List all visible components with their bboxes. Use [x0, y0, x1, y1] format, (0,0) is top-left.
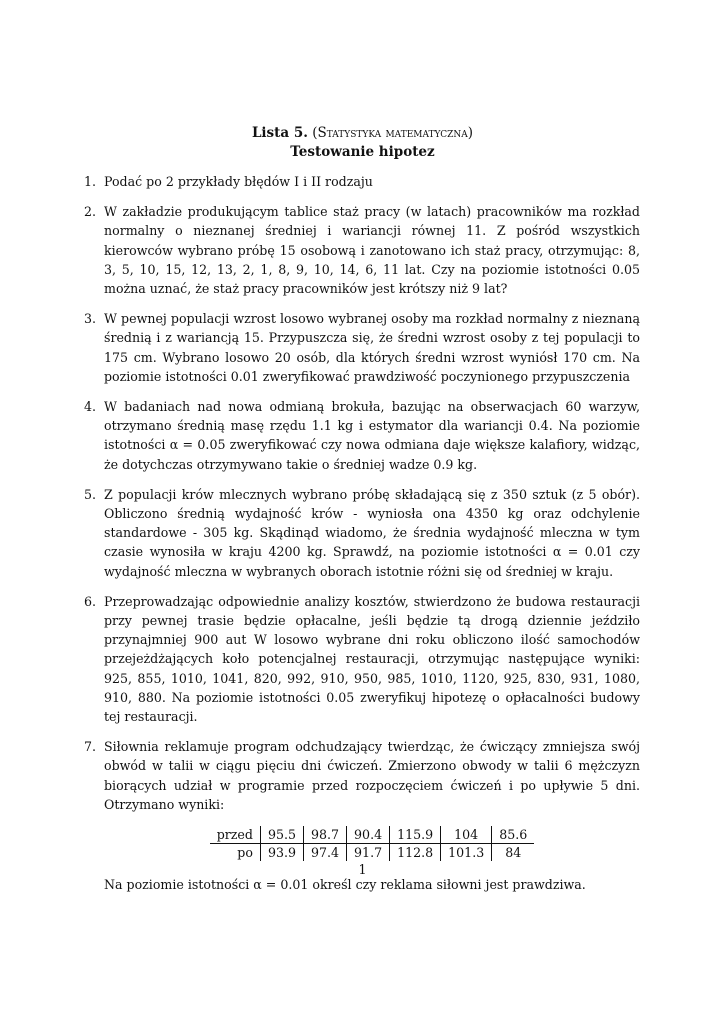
problem-number: 1.: [84, 174, 97, 189]
table-row: [210, 844, 535, 862]
problem-item: [84, 172, 640, 191]
table-cell: 95.5: [260, 826, 303, 844]
table-cell: 112.8: [390, 844, 441, 862]
problem-text: Siłownia reklamuje program odchudzający twierdząc, że ćwiczący zmniejsza swój obwód w talii w ciągu pięciu dni ćwiczeń. Zmierzono obwody w talii 6 mężczyzn biorących udział w programie przed rozpoczęciem ćwiczeń i po upływie 5 dni. Otrzymano wyniki:: [104, 739, 640, 812]
table-cell: 104: [441, 826, 492, 844]
topic-title: Testowanie hipotez: [290, 144, 435, 160]
table-cell: 91.7: [347, 844, 390, 862]
table-cell: 98.7: [304, 826, 347, 844]
table-cell: 101.3: [441, 844, 492, 862]
problem-item: [84, 202, 640, 298]
problem-number: 7.: [84, 739, 97, 755]
table-cell: 84: [505, 845, 522, 861]
problem-item: [84, 592, 640, 726]
document-header: [0, 124, 725, 162]
problem-number: 6.: [84, 593, 97, 609]
measurements-table: [210, 826, 535, 861]
table-row: [210, 826, 535, 844]
problem-item: [84, 397, 640, 474]
table-cell: 115.9: [390, 826, 441, 844]
problem-conclusion: Na poziomie istotności α = 0.01 określ czy reklama siłowni jest prawdziwa.: [104, 877, 586, 893]
problem-text: Z populacji krów mlecznych wybrano próbę składającą się z 350 sztuk (z 5 obór). Obliczono średnią wydajność krów - wyniosła ona 4350 kg oraz odchylenie standardowe - 305 kg. Skądinąd wiadomo, że średnia wydajność mleczna w tym czasie wynosiła w kraju 4200 kg. Sprawdź, na poziomie istotności α = 0.01 czy wydajność mleczna w wybranych oborach istotnie różni się od średniej w kraju.: [104, 486, 640, 579]
problem-text: W badaniach nad nowa odmianą brokuła, bazując na obserwacjach 60 warzyw, otrzymano średnią masę rzędu 1.1 kg i estymator dla wariancji 0.4. Na poziomie istotności α = 0.05 zweryfikować czy nowa odmiana daje większe kalafiory, widząc, że dotychczas otrzymywano takie o średniej wadze 0.9 kg.: [104, 399, 640, 472]
problem-number: 4.: [84, 399, 97, 415]
problem-number: 2.: [84, 204, 97, 220]
problem-list: [84, 172, 640, 905]
problem-text: W pewnej populacji wzrost losowo wybranej osoby ma rozkład normalny z nieznaną średnią i z wariancją 15. Przypuszcza się, że średni wzrost osoby z tej populacji to 175 cm. Wybrano losowo 20 osób, dla których średni wzrost wyniósł 170 cm. Na poziomie istotności 0.01 zweryfikować prawdziwość poczynionego przypuszczenia: [104, 311, 640, 384]
problem-text: Przeprowadzając odpowiednie analizy kosztów, stwierdzono że budowa restauracji przy pewnej trasie będzie opłacalne, jeśli będzie tą drogą dziennie jeździło przynajmniej 900 aut W losowo wybrane dni roku obliczono ilość samochodów przejeżdżających koło potencjalnej restauracji, otrzymując następujące wyniki: 925, 855, 1010, 1041, 820, 992, 910, 950, 985, 1010, 1120, 925, 830, 931, 1080, 910, 880. Na poziomie istotności 0.05 zweryfikuj hipotezę o opłacalności budowy tej restauracji.: [104, 593, 640, 725]
table-cell: 93.9: [260, 844, 303, 862]
row-label: po: [210, 844, 261, 862]
problem-text: W zakładzie produkującym tablice staż pracy (w latach) pracowników ma rozkład normalny o nieznanej średniej i wariancji równej 11. Z pośród wszystkich kierowców wybrano próbę 15 osobową i zanotowano ich staż pracy, otrzymując: 8, 3, 5, 10, 15, 12, 13, 2, 1, 8, 9, 10, 14, 6, 11 lat. Czy na poziomie istotności 0.05 można uznać, że staż pracy pracowników jest krótszy niż 9 lat?: [104, 204, 640, 297]
course-name: (Statystyka matematyczna): [312, 125, 474, 141]
table-cell: 97.4: [304, 844, 347, 862]
problem-number: 3.: [84, 311, 97, 327]
table-cell: 85.6: [492, 826, 535, 844]
list-label: Lista 5.: [251, 125, 308, 141]
problem-text: Podać po 2 przykłady błędów I i II rodzaju: [104, 174, 373, 189]
page-number: 1: [358, 862, 367, 877]
table-cell: 90.4: [347, 826, 390, 844]
problem-item: [84, 309, 640, 386]
problem-item: [84, 485, 640, 581]
title-line: [0, 124, 725, 143]
row-label: przed: [210, 826, 261, 844]
problem-number: 5.: [84, 486, 97, 502]
